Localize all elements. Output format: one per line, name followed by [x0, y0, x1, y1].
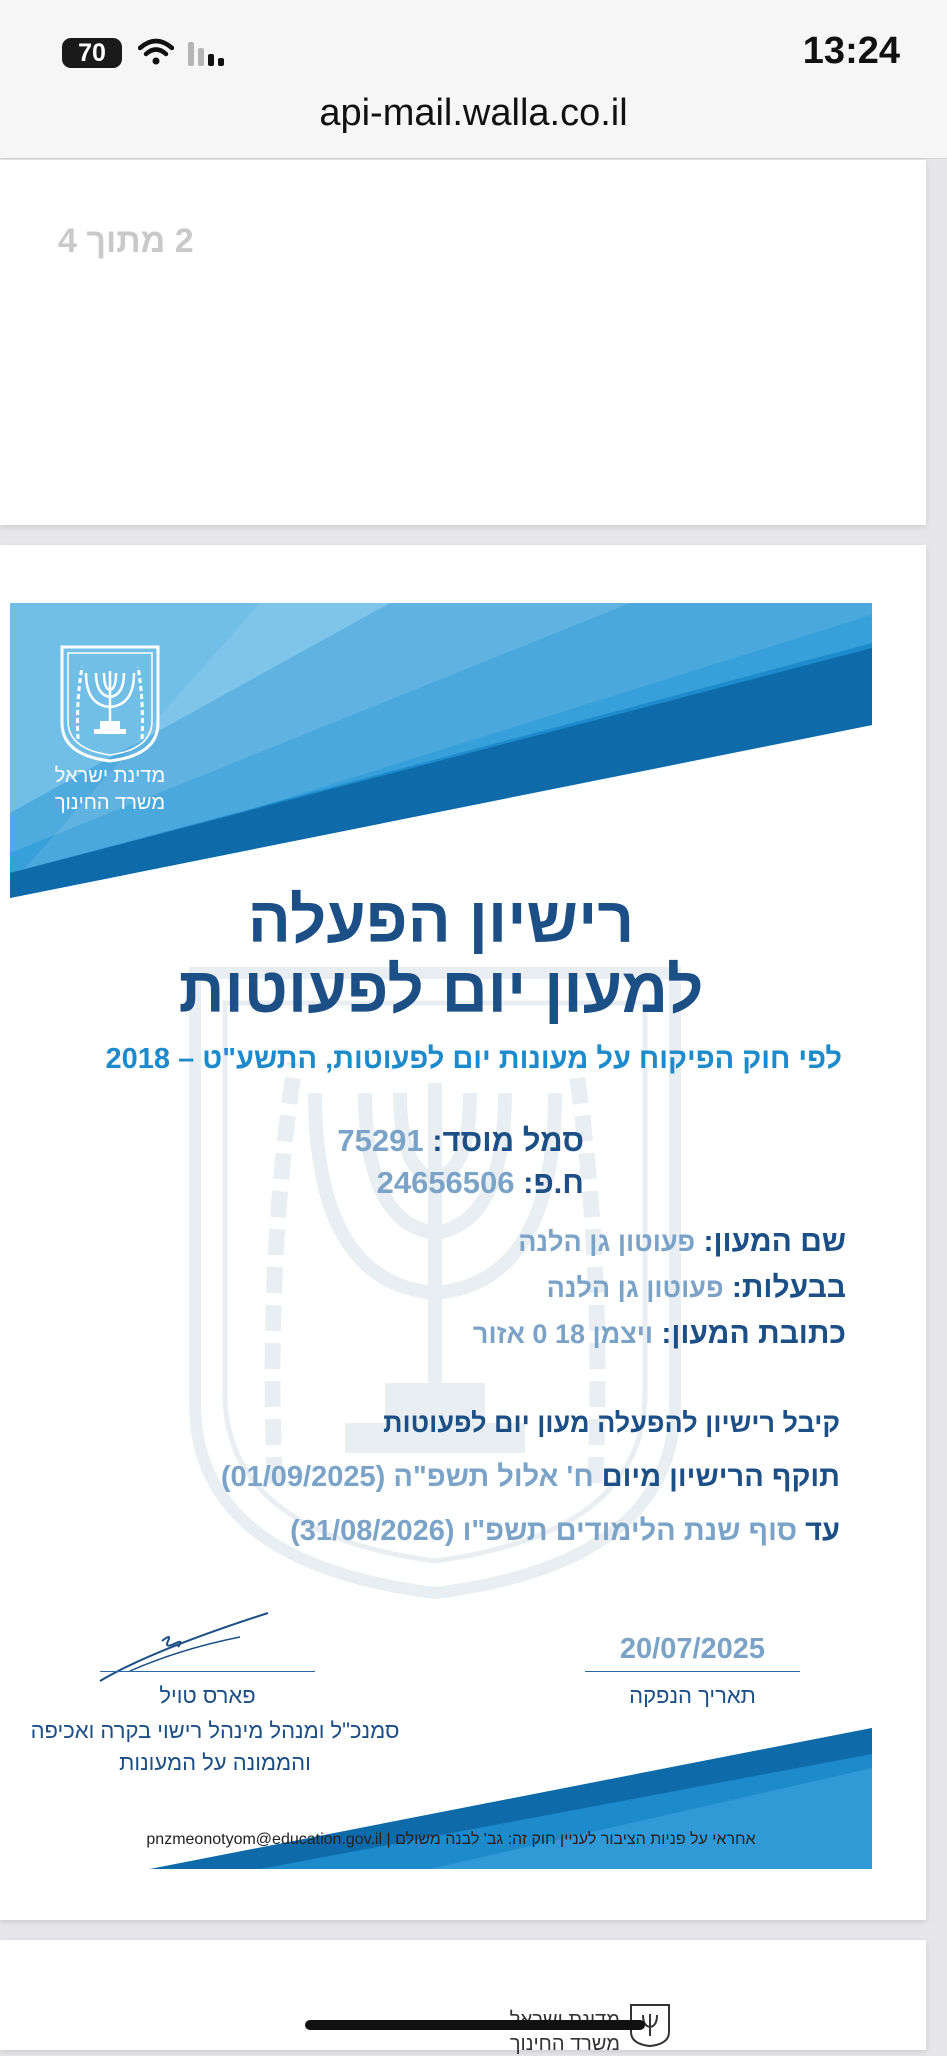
signer-title-line-1: סמנכ"ל ומנהל מינהל רישוי בקרה ואכיפה	[30, 1718, 400, 1743]
until-row	[10, 1515, 840, 1548]
license-certificate	[10, 603, 872, 1869]
document-page-previous	[0, 160, 926, 525]
page-indicator: 2 מתוך 4	[58, 222, 194, 260]
law-reference: לפי חוק הפיקוח על מעונות יום לפעוטות, התשע"ט – 2018	[105, 1043, 842, 1075]
issue-date: 20/07/2025	[619, 1633, 766, 1665]
signer-name: פארס טויל	[159, 1683, 256, 1708]
institution-code-label: סמל מוסד:	[423, 1123, 584, 1158]
daycare-name-value: פעוטון גן הלנה	[518, 1227, 696, 1257]
address-label: כתובת המעון:	[653, 1317, 846, 1350]
certificate-title-line-1: רישיון הפעלה	[247, 884, 635, 956]
license-received-text: קיבל רישיון להפעלה מעון יום לפעוטות	[383, 1408, 840, 1438]
validity-row	[10, 1461, 840, 1494]
browser-top-bar	[0, 0, 947, 159]
issue-date-line	[585, 1671, 800, 1672]
address-row	[10, 1317, 846, 1351]
company-number-value: 24656506	[376, 1165, 515, 1200]
status-time: 13:24	[802, 30, 900, 72]
until-label: עד	[797, 1515, 840, 1547]
owner-label: בבעלות:	[723, 1271, 846, 1304]
next-page-ministry	[470, 2008, 620, 2056]
state-emblem-icon	[58, 643, 162, 763]
company-number-label: ח.פ:	[514, 1165, 584, 1200]
owner-value: פעוטון גן הלנה	[546, 1273, 724, 1303]
until-value: סוף שנת הלימודים תשפ"ו (31/08/2026)	[290, 1515, 798, 1547]
address-value: ויצמן 18 0 אזור	[472, 1319, 653, 1349]
daycare-name-label: שם המעון:	[695, 1225, 846, 1258]
validity-value: ח' אלול תשפ"ה (01/09/2025)	[220, 1461, 594, 1493]
validity-label: תוקף הרישיון מיום	[593, 1461, 840, 1493]
ministry-line-1: מדינת ישראל	[54, 765, 166, 787]
battery-icon: 70	[62, 38, 122, 68]
certificate-title-line-2: למעון יום לפעוטות	[178, 954, 704, 1026]
cellular-signal-icon	[186, 40, 230, 68]
company-number-row	[10, 1165, 584, 1201]
handwritten-signature	[90, 1611, 290, 1691]
document-page-certificate	[0, 545, 926, 1920]
institution-code-value: 75291	[337, 1123, 424, 1158]
document-page-next	[0, 1940, 926, 2050]
wifi-icon	[138, 38, 174, 66]
next-ministry-line-2: משרד החינוך	[509, 2033, 620, 2055]
ministry-name	[40, 763, 180, 817]
url-bar[interactable]: api-mail.walla.co.il	[319, 92, 628, 134]
institution-code-row	[10, 1123, 584, 1159]
ministry-line-2: משרד החינוך	[54, 792, 166, 814]
daycare-name-row	[10, 1225, 846, 1259]
signature-line	[100, 1671, 315, 1672]
issue-date-label: תאריך הנפקה	[629, 1683, 756, 1708]
footer-contact: אחראי על פניות הציבור לעניין חוק זה: גב' לבנה משולם | pnzmeonotyom@education.gov.il	[146, 1831, 756, 1848]
home-indicator[interactable]	[305, 2020, 645, 2030]
signer-title-line-2: והממונה על המעונות	[119, 1750, 311, 1775]
owner-row	[10, 1271, 846, 1305]
